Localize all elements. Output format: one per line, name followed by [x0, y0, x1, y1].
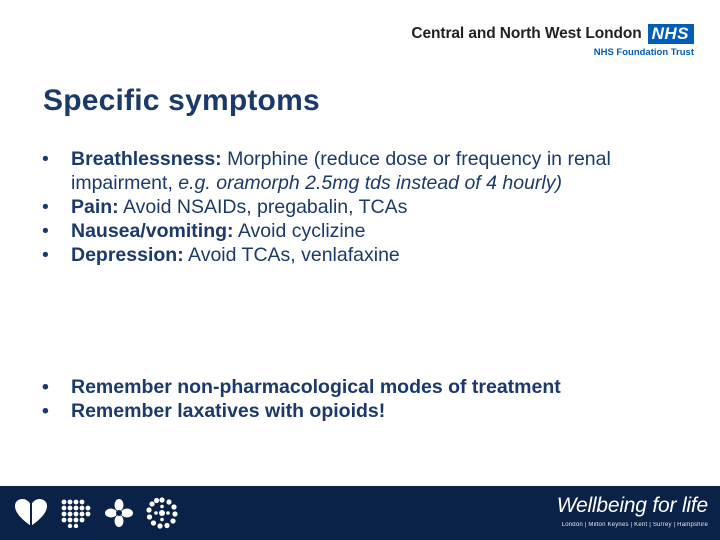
- bullet-pain: [42, 196, 692, 220]
- footer-bar: [0, 486, 720, 540]
- reminder-item: [42, 376, 692, 400]
- bullet-example: e.g. oramorph 2.5mg tds instead of 4 hourly): [178, 171, 562, 194]
- symptom-list: [42, 148, 692, 268]
- bullet-dot: •: [42, 195, 49, 218]
- tagline: Wellbeing for life: [556, 494, 708, 517]
- reminder-list: [42, 376, 692, 424]
- dotted-circle-icon: [146, 497, 178, 529]
- organisation-name: Central and North West London: [411, 25, 642, 42]
- heart-icon: [14, 498, 48, 528]
- bullet-dot: •: [42, 376, 49, 398]
- wellbeing-brand: [557, 494, 708, 528]
- bullet-term: Depression:: [71, 243, 184, 266]
- footer-icon-row: [14, 497, 190, 529]
- bullet-dot: •: [42, 400, 49, 422]
- bullet-term: Nausea/vomiting:: [71, 219, 234, 242]
- organisation-logo: [411, 24, 694, 58]
- bullet-nausea: [42, 220, 692, 244]
- bullet-depression: [42, 244, 692, 268]
- bullet-term: Breathlessness:: [71, 148, 222, 170]
- bullet-text: Avoid NSAIDs, pregabalin, TCAs: [118, 195, 408, 218]
- reminder-item: [42, 400, 692, 424]
- logo-row: [411, 24, 694, 44]
- bullet-text: Avoid TCAs, venlafaxine: [183, 243, 400, 266]
- flower-icon: [104, 498, 134, 528]
- bullet-dot: •: [42, 219, 49, 242]
- bullet-term: Pain:: [71, 195, 119, 218]
- bullet-dot: •: [42, 243, 49, 266]
- locations: London | Milton Keynes | Kent | Surrey | Hampshire: [561, 522, 708, 528]
- bullet-breathlessness: [42, 148, 692, 195]
- reminder-text: Remember laxatives with opioids!: [71, 400, 386, 422]
- reminder-text: Remember non-pharmacological modes of treatment: [71, 376, 561, 398]
- bullet-text: Avoid cyclizine: [233, 219, 366, 242]
- bullet-text: Morphine (reduce dose or frequency in renal impairment,: [71, 148, 611, 194]
- nhs-logo: NHS: [648, 24, 694, 44]
- slide-title: Specific symptoms: [43, 84, 320, 117]
- trust-name: NHS Foundation Trust: [593, 47, 694, 58]
- bullet-dot: •: [42, 148, 49, 170]
- dot-grid-icon: [60, 498, 92, 528]
